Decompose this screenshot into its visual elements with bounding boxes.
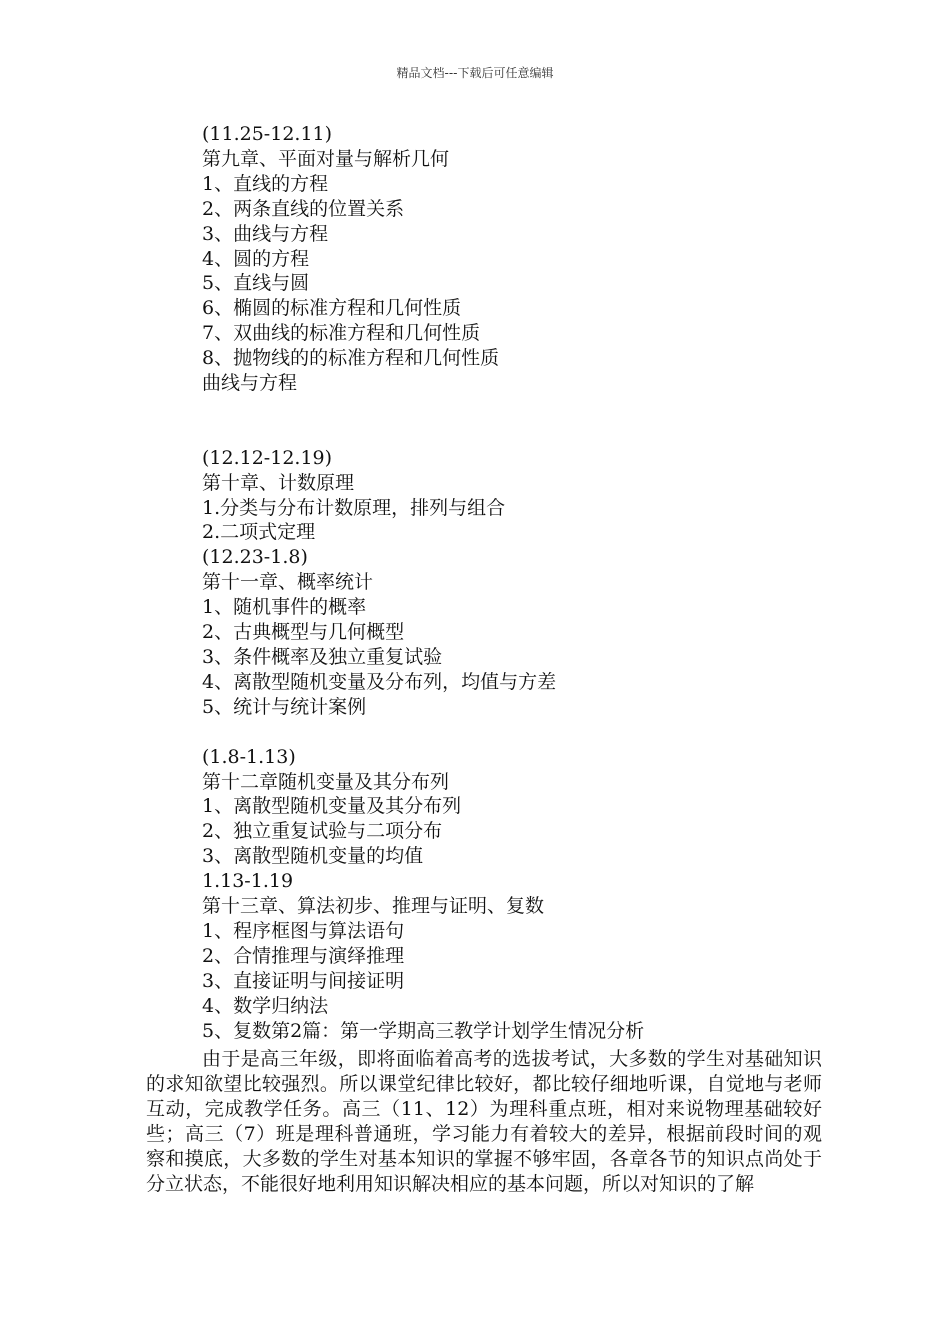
list-item: 7、双曲线的标准方程和几何性质: [202, 322, 481, 345]
list-item: 5、统计与统计案例: [202, 695, 367, 718]
list-item: 1、离散型随机变量及其分布列: [202, 795, 462, 818]
list-item: 4、圆的方程: [202, 247, 310, 270]
list-item: 4、离散型随机变量及分布列，均值与方差: [202, 670, 557, 693]
list-item: 2、两条直线的位置关系: [202, 197, 405, 220]
date-range: (12.12-12.19): [202, 446, 333, 469]
chapter-title: 第十一章、概率统计: [202, 571, 374, 594]
spacer: [202, 396, 822, 446]
list-item: 3、离散型随机变量的均值: [202, 845, 424, 868]
list-item: 3、条件概率及独立重复试验: [202, 646, 443, 669]
list-item: 4、数学归纳法: [202, 994, 329, 1017]
list-item: 1、随机事件的概率: [202, 596, 367, 619]
document-body: [202, 122, 822, 1044]
section-chapter-12-13: [202, 745, 822, 1044]
list-item: 2、古典概型与几何概型: [202, 621, 405, 644]
chapter-title: 第十章、计数原理: [202, 471, 355, 494]
chapter-title: 第十二章随机变量及其分布列: [202, 770, 450, 793]
list-item: 5、直线与圆: [202, 272, 310, 295]
list-item: 2、合情推理与演绎推理: [202, 944, 405, 967]
list-item: 5、复数第2篇：第一学期高三教学计划学生情况分析: [202, 1019, 645, 1042]
list-item: 8、抛物线的的标准方程和几何性质: [202, 347, 500, 370]
date-range: (12.23-1.8): [202, 546, 308, 569]
date-range: (1.8-1.13): [202, 745, 296, 768]
list-item: 2.二项式定理: [202, 521, 316, 544]
page-header: 精品文档---下载后可任意编辑: [396, 66, 554, 80]
section-chapter-10-11: [202, 446, 822, 720]
list-item: 1、程序框图与算法语句: [202, 919, 405, 942]
list-item: 1.分类与分布计数原理，排列与组合: [202, 496, 506, 519]
list-item: 曲线与方程: [202, 372, 298, 395]
list-item: 6、椭圆的标准方程和几何性质: [202, 297, 462, 320]
chapter-title: 第十三章、算法初步、推理与证明、复数: [202, 895, 545, 918]
section-chapter-9: [202, 122, 822, 396]
date-range: 1.13-1.19: [202, 870, 294, 893]
date-range: (11.25-12.11): [202, 123, 333, 145]
body-paragraph: 由于是高三年级，即将面临着高考的选拔考试，大多数的学生对基础知识的求知欲望比较强烈。所以课堂纪律比较好，都比较仔细地听课，自觉地与老师互动，完成教学任务。高三（11、12）为理科重点班，相对来说物理基础较好些；高三（7）班是理科普通班，学习能力有着较大的差异，根据前段时间的观察和摸底，大多数的学生对基本知识的掌握不够牢固，各章各节的知识点尚处于分立状态，不能很好地利用知识解决相应的基本问题，所以对知识的了解: [146, 1048, 822, 1195]
list-item: 2、独立重复试验与二项分布: [202, 820, 443, 843]
list-item: 3、直接证明与间接证明: [202, 969, 405, 992]
list-item: 1、直线的方程: [202, 172, 329, 195]
list-item: 3、曲线与方程: [202, 222, 329, 245]
spacer: [202, 720, 822, 745]
chapter-title: 第九章、平面对量与解析几何: [202, 147, 450, 170]
